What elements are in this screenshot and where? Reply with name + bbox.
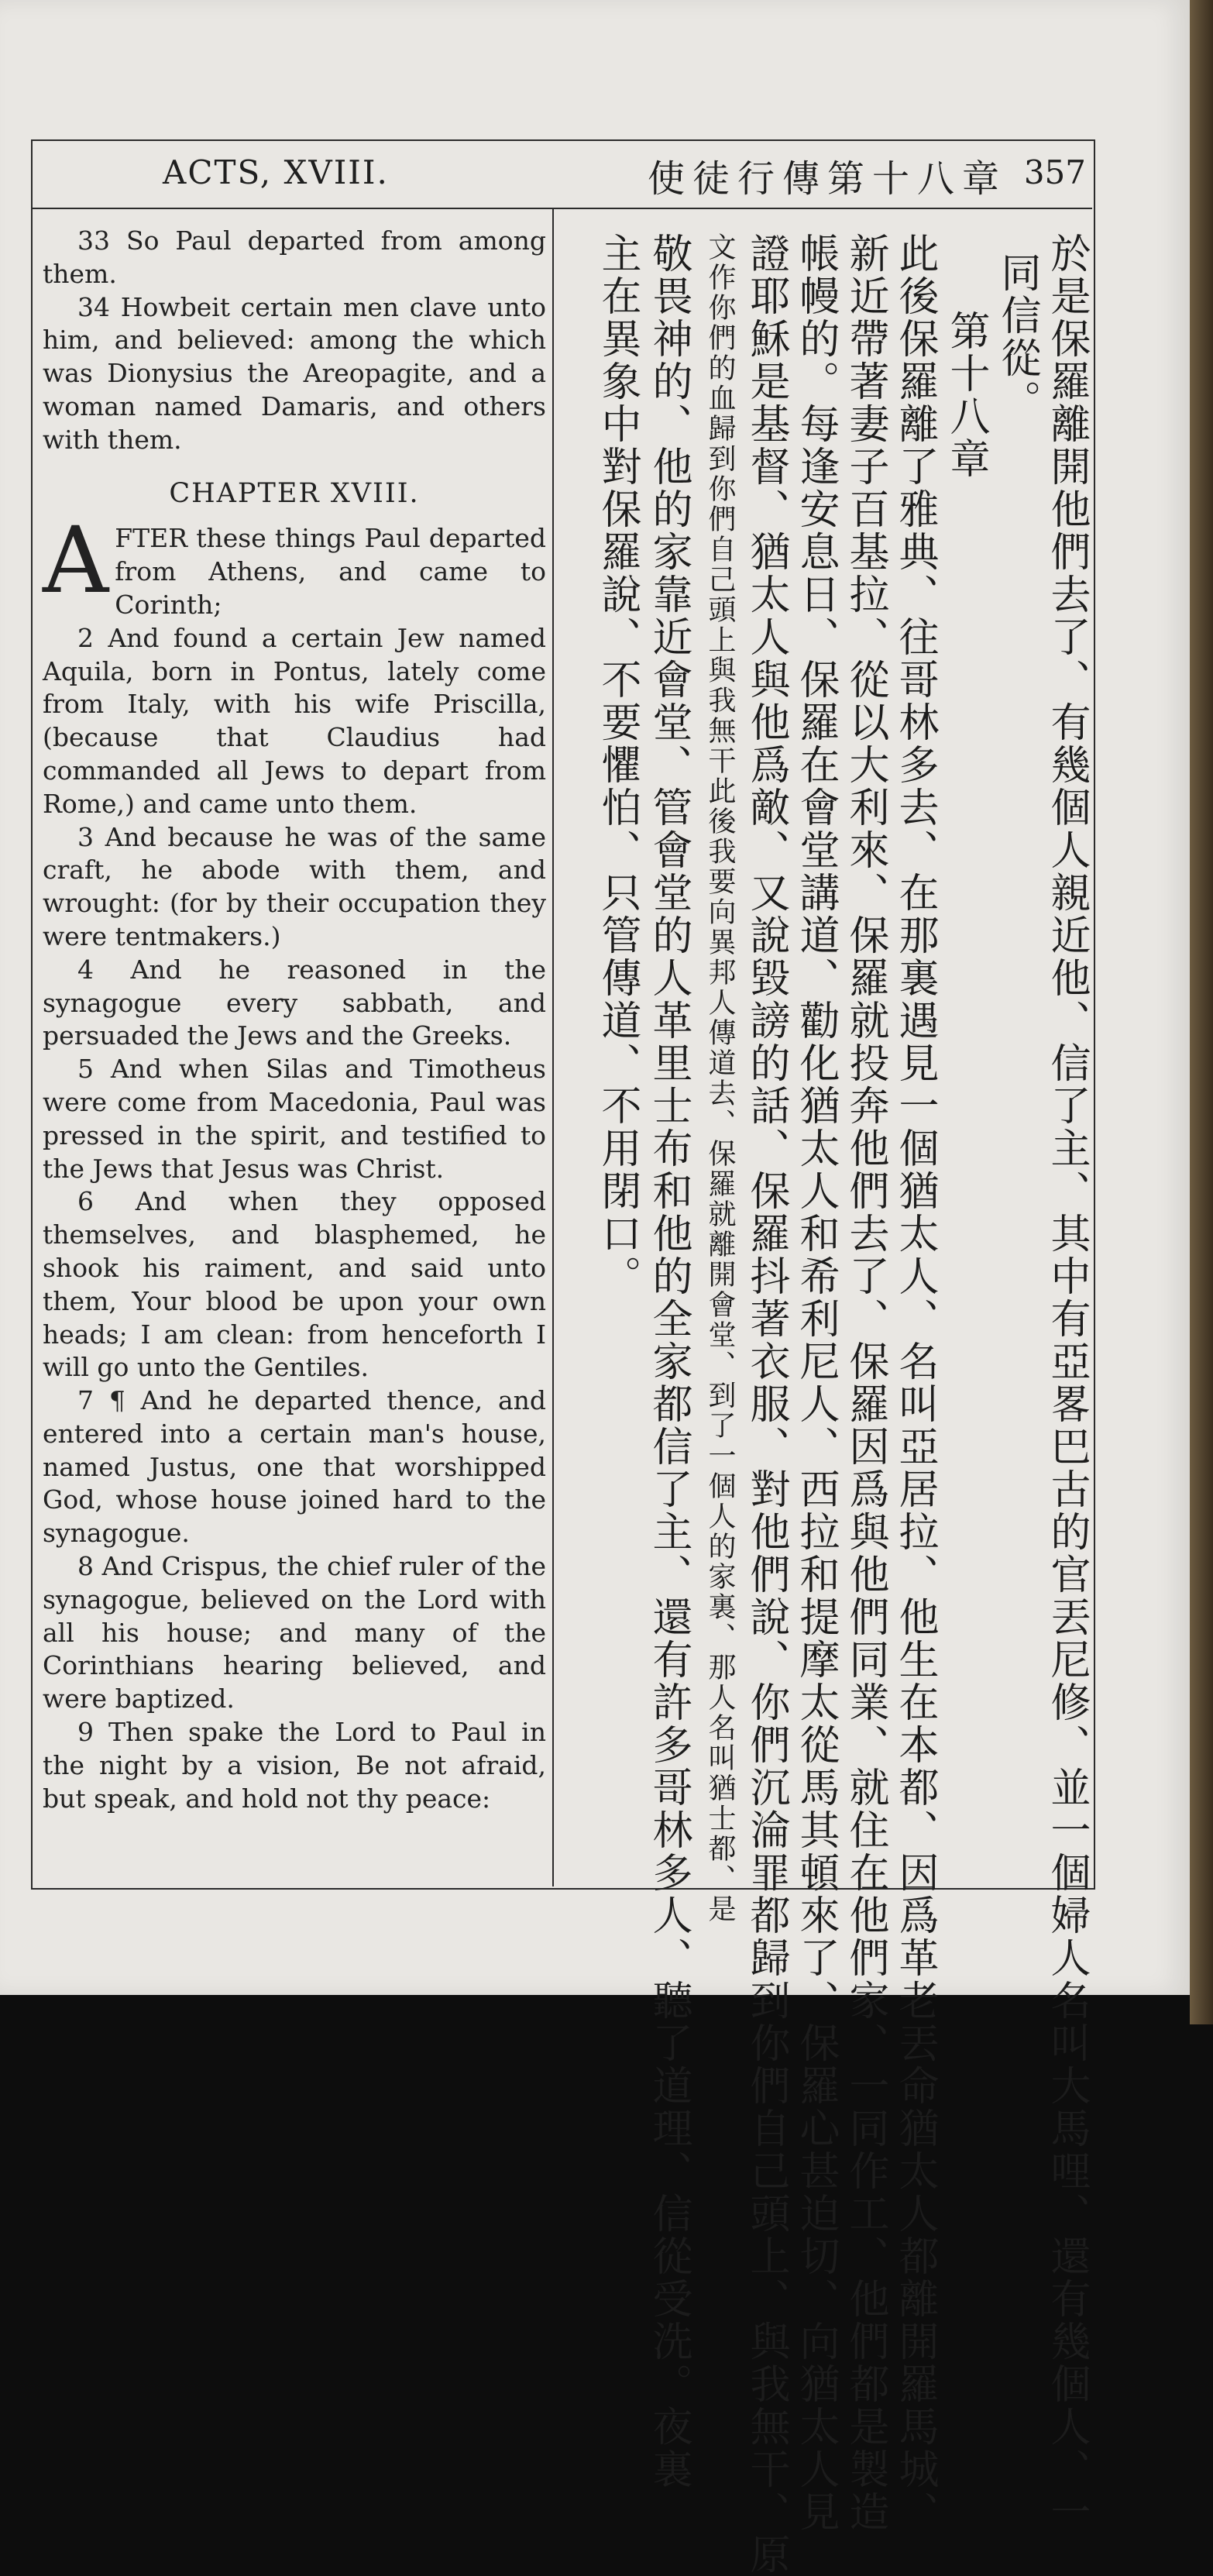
chinese-column-2: 同信從。 xyxy=(994,252,1040,422)
header-left-title: ACTS, XVIII. xyxy=(163,153,389,191)
verse-6: 6 And when they opposed themselves, and blasphemed, he shook his raiment, and said unto them, Your blood be upon your own heads; I am clean: from henceforth I will go unto the Gentiles. xyxy=(43,1186,546,1383)
running-header xyxy=(31,139,1092,209)
verse-7: 7 ¶ And he departed thence, and entered into a certain man's house, named Justus, one that worshipped God, whose house joined hard to the synagogue. xyxy=(43,1385,546,1549)
chinese-column-1: 於是保羅離開他們去了、有幾個人親近他、信了主、其中有亞畧巴古的官丟尼修、並一個婦人名叫大馬哩、還有幾個人、一 xyxy=(1043,232,1090,2533)
verse-2: 2 And found a certain Jew named Aquila, born in Pontus, lately come from Italy, with his wife Priscilla, (because that Claudius had commanded all Jews to depart from Rome,) and came unto them. xyxy=(43,622,546,819)
chinese-column-6: 帳幔的。每逢安息日、保羅在會堂講道、勸化猶太人和希利尼人、西拉和提摩太從馬其頓來了、保羅心甚迫切、向猶太人見 xyxy=(792,232,839,2533)
verse-1 xyxy=(43,507,546,621)
verse-33: 33 So Paul departed from among them. xyxy=(43,225,546,289)
verse-1-text: FTER these things Paul departed from Athens, and came to Corinth; xyxy=(115,523,546,620)
chinese-column-7: 證耶穌是基督、猶太人與他爲敵、又說毀謗的話、保羅抖著衣服、對他們說、你們沉淪罪都歸到你們自己頭上、與我無干、原 xyxy=(743,232,789,2576)
chinese-column-4: 此後保羅離了雅典、往哥林多去、在那裏遇見一個猶太人、名叫亞居拉、他生在本都、因爲革老丟命猶太人都離開羅馬城、 xyxy=(892,232,938,2533)
column-divider xyxy=(552,208,554,1886)
chinese-column-10: 主在異象中對保羅說、不要懼怕、只管傳道、不用閉口。 xyxy=(594,232,641,1298)
verse-3: 3 And because he was of the same craft, he abode with them, and wrought: (for by their occupation they were tentmakers.) xyxy=(43,821,546,951)
verse-34: 34 Howbeit certain men clave unto him, and believed: among the which was Dionysius the Areopagite, and a woman named Damaris, and others with them. xyxy=(43,291,546,455)
header-right-title: 使徒行傳第十八章 xyxy=(647,157,1007,201)
verse-4: 4 And he reasoned in the synagogue every sabbath, and persuaded the Jews and the Greeks. xyxy=(43,954,546,1051)
book-spine xyxy=(1190,0,1213,2024)
chinese-column-5: 新近帶著妻子百基拉、從以大利來、保羅就投奔他們去了、保羅因爲與他們同業、就住在他們家、一同作工、他們都是製造 xyxy=(842,232,888,2533)
english-text-column xyxy=(43,225,546,1815)
drop-cap: A xyxy=(43,507,109,614)
chapter-heading: CHAPTER XVIII. xyxy=(169,477,420,509)
verse-8: 8 And Crispus, the chief ruler of the synagogue, believed on the Lord with all his house; and many of the Corinthians hearing believed, and were baptized. xyxy=(43,1551,546,1714)
chinese-column-9: 敬畏神的、他的家靠近會堂、管會堂的人革里士布和他的全家都信了主、還有許多哥林多人、聽了道理、信從受洗。夜裏 xyxy=(645,232,692,2491)
page-number: 357 xyxy=(1023,153,1086,191)
chinese-column-3: 第十八章 xyxy=(943,310,989,480)
verse-5: 5 And when Silas and Timotheus were come from Macedonia, Paul was pressed in the spirit, and testified to the Jews that Jesus was Christ. xyxy=(43,1054,546,1184)
chinese-text-area xyxy=(559,232,1094,2576)
verse-9: 9 Then spake the Lord to Paul in the night by a vision, Be not afraid, but speak, and hold not thy peace: xyxy=(43,1717,546,1814)
chinese-column-8: 文作你們的血歸到你們自己頭上與我無干此後我要向異邦人傳道去、保羅就離開會堂、到了一個人的家裏、那人名叫猶士都、是 xyxy=(704,232,736,1924)
